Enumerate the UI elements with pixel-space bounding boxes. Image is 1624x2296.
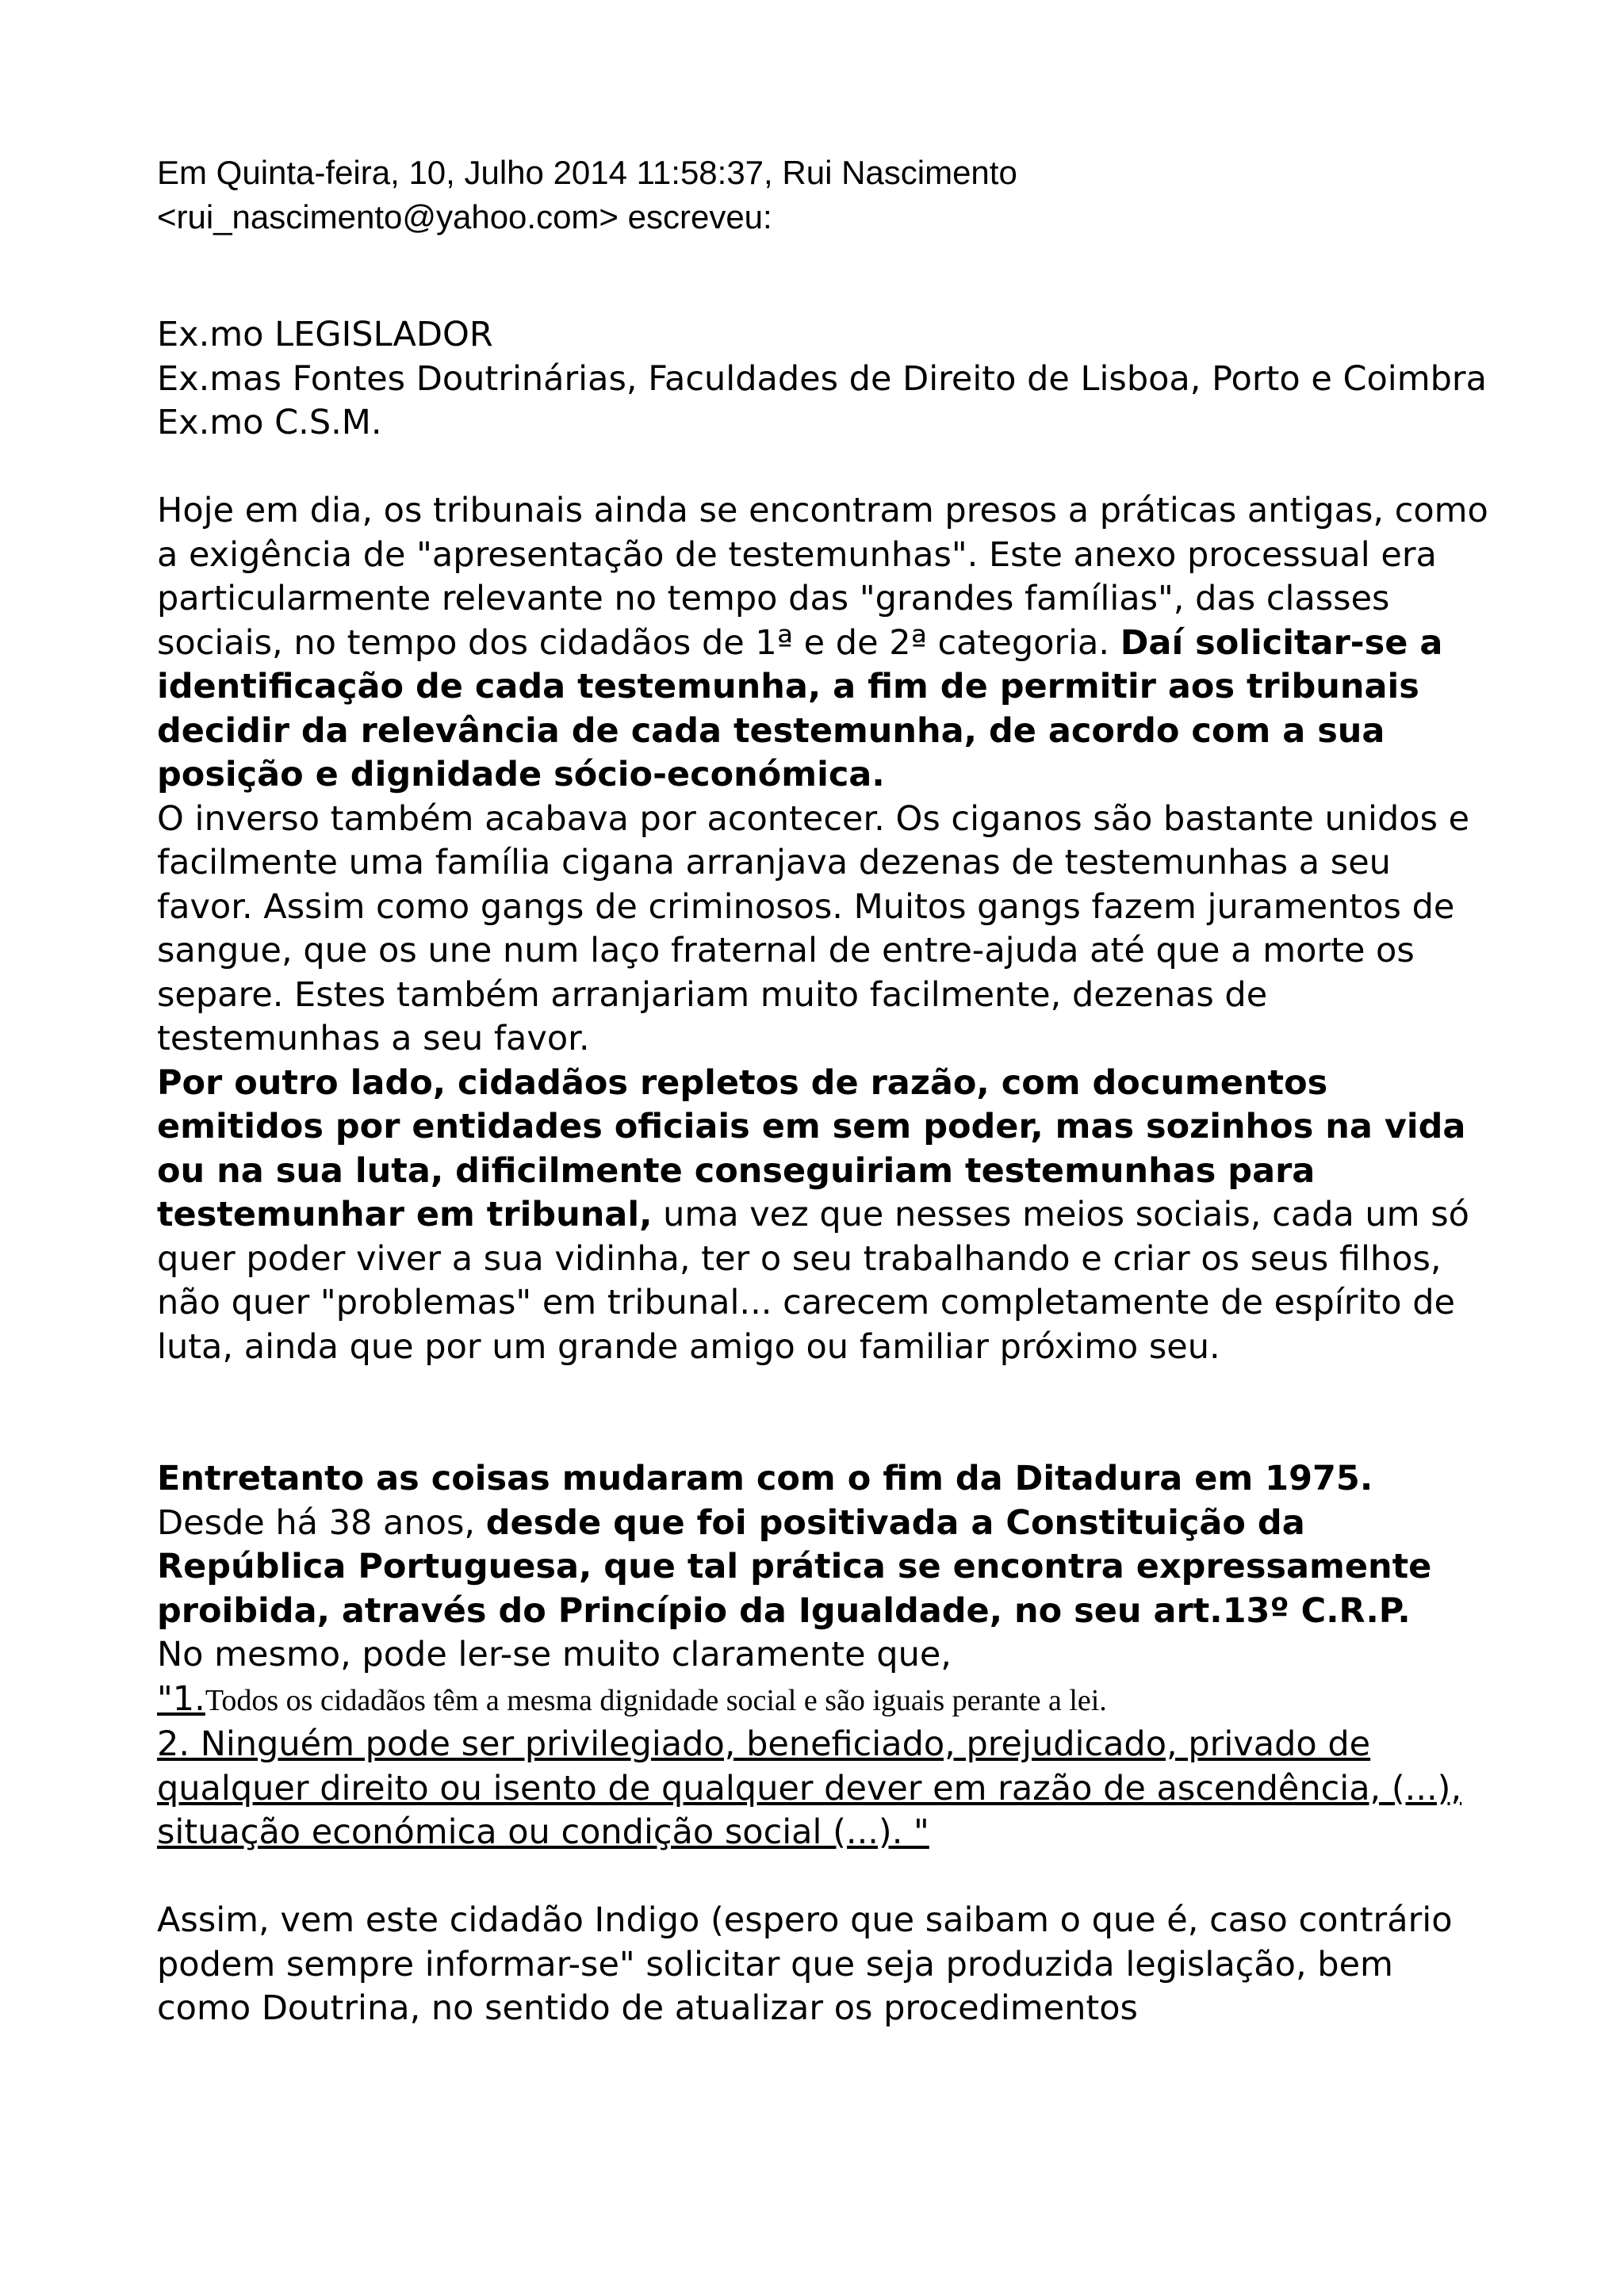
paragraph: O inverso também acabava por acontecer. Os ciganos são bastante unidos e facilmente uma família cigana arranjava dezenas de testemunhas a seu favor. Assim como gangs de criminosos. Muitos gangs fazem juramentos de sangue, que os une num laço fraternal de entre-ajuda até que a morte os separe. Estes também arranjariam muito facilmente, dezenas de testemunhas a seu favor. xyxy=(157,798,1470,1058)
letter-body xyxy=(157,313,1497,2031)
spacer xyxy=(157,1855,1497,1900)
salutation-line: Ex.mo C.S.M. xyxy=(157,403,382,442)
paragraph: Assim, vem este cidadão Indigo (espero que saibam o que é, caso contrário podem sempre informar-se" solicitar que seja produzida legislação, bem como Doutrina, no sentido de atualizar os procedimentos xyxy=(157,1900,1453,2028)
email-sender-address: <rui_nascimento@yahoo.com> escreveu: xyxy=(157,198,772,235)
paragraph-bold-text: Entretanto as coisas mudaram com o fim da Ditadura em 1975. xyxy=(157,1459,1373,1498)
quote-number: "1. xyxy=(157,1678,205,1719)
paragraph-bold-text: Por outro lado, cidadãos repletos de razão, com documentos emitidos por entidades oficiais em sem poder, mas sozinhos na vida ou na sua luta, dificilmente conseguiriam testemunhas para testemunhar em tribunal, xyxy=(157,1062,1466,1234)
paragraph-bold-text: desde que foi positivada a Constituição da República Portuguesa, que tal prática se encontra expressamente proibida, através do Princípio da Igualdade, no seu art.13º C.R.P. xyxy=(157,1502,1432,1631)
paragraph-text: Desde há 38 anos, xyxy=(157,1502,486,1543)
quote-text: Todos os cidadãos têm a mesma dignidade social e são iguais perante a lei. xyxy=(205,1683,1107,1717)
salutation-line: Ex.mas Fontes Doutrinárias, Faculdades de Direito de Lisboa, Porto e Coimbra xyxy=(157,358,1487,399)
paragraph xyxy=(157,1062,1497,1370)
spacer xyxy=(157,1369,1497,1457)
quote-text: 2. Ninguém pode ser privilegiado, beneficiado, prejudicado, privado de qualquer direito ou isento de qualquer dever em razão de ascendência, (...), situação económica ou condição social (...). " xyxy=(157,1724,1462,1852)
quote-item-1 xyxy=(157,1678,1497,1724)
paragraph xyxy=(157,489,1497,798)
spacer xyxy=(157,446,1497,490)
paragraph-bold-text: Daí solicitar-se a identificação de cada testemunha, a fim de permitir aos tribunais decidir da relevância de cada testemunha, de acordo com a sua posição e dignidade sócio-económica. xyxy=(157,622,1443,794)
salutation-line: Ex.mo LEGISLADOR xyxy=(157,315,493,354)
paragraph-text: uma vez que nesses meios sociais, cada um só quer poder viver a sua vidinha, ter o seu trabalhando e criar os seus filhos, não quer "problemas" em tribunal... carecem completamente de espírito de luta, ainda que por um grande amigo ou familiar próximo seu. xyxy=(157,1195,1469,1367)
email-header xyxy=(157,151,1489,239)
email-header-line: Em Quinta-feira, 10, Julho 2014 11:58:37, Rui Nascimento xyxy=(157,154,1017,191)
paragraph-bold-heading xyxy=(157,1457,1497,1502)
quote-item-2 xyxy=(157,1723,1497,1855)
paragraph xyxy=(157,1502,1497,1634)
paragraph-text: Hoje em dia, os tribunais ainda se encontram presos a práticas antigas, como a exigência de "apresentação de testemunhas". Este anexo processual era particularmente relevante no tempo das "grandes famílias", das classes sociais, no tempo dos cidadãos de 1ª e de 2ª categoria. xyxy=(157,491,1488,663)
paragraph: No mesmo, pode ler-se muito claramente que, xyxy=(157,1635,952,1674)
